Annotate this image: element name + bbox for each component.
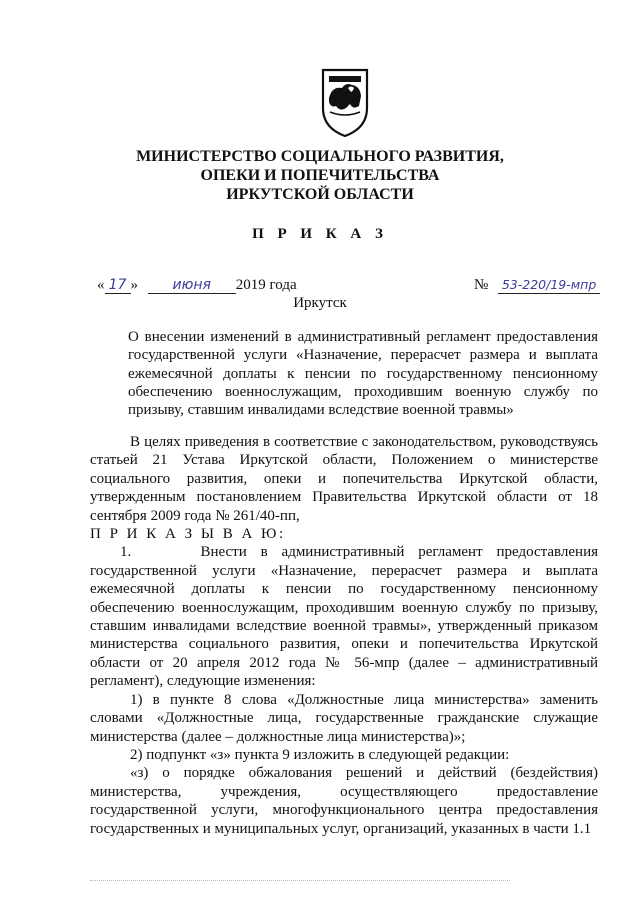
date-year: 2019 года <box>235 277 297 293</box>
page-bottom-divider <box>90 880 510 881</box>
subitem-2-paragraph: 2) подпункт «з» пункта 9 изложить в следующей редакции: <box>130 746 510 763</box>
ministry-name-line-1: МИНИСТЕРСТВО СОЦИАЛЬНОГО РАЗВИТИЯ, <box>136 148 504 165</box>
document-type-title: П Р И К А З <box>252 226 388 242</box>
subitem-2-text-paragraph: «з) о порядке обжалования решений и действий (бездействия) министерства, учреждения, осуществляющего предоставление государственной услуги, многофункционального центра предоставления государственных и муниципальных услуг, организаций, указанных в части 1.1 <box>90 765 598 837</box>
number-label: № <box>474 277 489 293</box>
subject-text: О внесении изменений в административный регламент предоставления государственной услуги «Назначение, перерасчет размера и выплата ежемесячной доплаты к пенсии по государственному пенсионному обеспечению военнослужащим, проходившим военную службу по призыву, ставшим инвалидами вследствие военной травмы» <box>128 329 598 419</box>
order-body <box>90 433 598 838</box>
document-number <box>474 277 600 294</box>
date-month: июня <box>148 277 236 294</box>
date-day: 17 <box>105 277 131 294</box>
preamble-paragraph: В целях приведения в соответствие с законодательством, руководствуясь статьей 21 Устава Иркутской области, Положением о министерстве социального развития, опеки и попечительства Иркутской области, утвержденным постановлением Правительства Иркутской области от 18 сентября 2009 года № 261/40-пп, <box>90 434 598 524</box>
order-subject <box>128 328 598 419</box>
date-quote-close: » <box>130 277 138 293</box>
ministry-name-line-2: ОПЕКИ И ПОПЕЧИТЕЛЬСТВА <box>200 167 440 184</box>
number-value: 53-220/19-мпр <box>498 277 600 294</box>
document-date <box>97 277 297 294</box>
subitem-1-paragraph: 1) в пункте 8 слова «Должностные лица министерства» заменить словами «Должностные лица, государственные гражданские служащие министерства (далее – должностные лица министерства)»; <box>90 691 598 745</box>
ministry-name-line-3: ИРКУТСКОЙ ОБЛАСТИ <box>226 186 414 203</box>
item-1-paragraph: 1. Внести в административный регламент предоставления государственной услуги «Назначение, перерасчет размера и выплата ежемесячной доплаты к пенсии по государственному пенсионному обеспечению военнослужащим, проходившим военную службу по призыву, ставшим инвалидами вследствие военной травмы», утвержденный приказом министерства социального развития, опеки и попечительства Иркутской области от 20 апреля 2012 года № 56-мпр (далее – административный регламент), следующие изменения: <box>90 544 598 690</box>
coat-of-arms-icon <box>320 66 370 138</box>
city-name: Иркутск <box>293 295 347 311</box>
date-quote-open: « <box>97 277 105 293</box>
order-word: П Р И К А З Ы В А Ю: <box>90 526 286 543</box>
